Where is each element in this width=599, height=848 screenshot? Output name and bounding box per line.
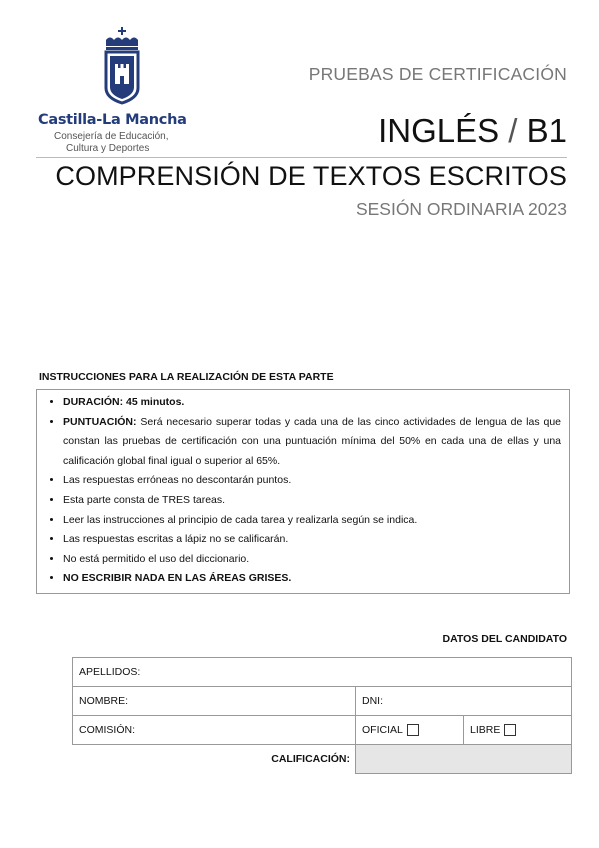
- instruction-item-bold: PUNTUACIÓN:: [63, 415, 137, 428]
- candidate-data-table: [72, 657, 572, 774]
- exam-part-title: COMPRENSIÓN DE TEXTOS ESCRITOS: [55, 161, 567, 191]
- instruction-item: [63, 530, 561, 550]
- castle-crest-icon: [100, 26, 144, 106]
- program-title: PRUEBAS DE CERTIFICACIÓN: [308, 64, 567, 84]
- instruction-item: [63, 511, 561, 531]
- first-name-field[interactable]: [72, 686, 356, 716]
- surname-label: APELLIDOS:: [79, 666, 141, 678]
- instruction-item: [63, 569, 561, 589]
- commission-label: COMISIÓN:: [79, 724, 136, 736]
- instruction-item-text: Será necesario superar todas y cada una de las cinco actividades de lengua de las que constan las pruebas de certificación con una puntuación mínima del 50% en cada una de ellas y una calificación global final igual o superior al 65%.: [63, 415, 561, 467]
- exam-language: INGLÉS: [378, 112, 500, 149]
- logo-name: Castilla-La Mancha: [38, 112, 187, 128]
- commission-field[interactable]: [72, 715, 356, 745]
- dni-field[interactable]: [355, 686, 572, 716]
- instructions-box: [36, 389, 570, 594]
- surname-field[interactable]: [72, 657, 572, 687]
- instruction-item: [63, 550, 561, 570]
- instruction-item: [63, 393, 561, 413]
- oficial-checkbox[interactable]: [407, 724, 419, 736]
- instruction-item-text: Las respuestas erróneas no descontarán puntos.: [63, 474, 292, 487]
- exam-session: SESIÓN ORDINARIA 2023: [355, 199, 567, 219]
- candidate-data-heading: DATOS DEL CANDIDATO: [442, 633, 567, 645]
- oficial-label: OFICIAL: [362, 724, 403, 736]
- language-level-separator: /: [508, 112, 518, 149]
- instruction-item-bold: DURACIÓN: 45 minutos.: [63, 396, 185, 408]
- libre-checkbox[interactable]: [504, 724, 516, 736]
- instruction-item-text: Esta parte consta de TRES tareas.: [63, 493, 226, 506]
- exam-language-level: [378, 112, 567, 150]
- exam-level: B1: [526, 112, 567, 149]
- instruction-item: [63, 413, 561, 472]
- instructions-heading: INSTRUCCIONES PARA LA REALIZACIÓN DE ESTA PARTE: [39, 371, 334, 383]
- instruction-item: [63, 471, 561, 491]
- grade-label: CALIFICACIÓN:: [271, 753, 350, 765]
- grade-grey-area: [355, 744, 572, 774]
- logo-subtitle-line2: Cultura y Deportes: [66, 143, 150, 154]
- oficial-option: [355, 715, 464, 745]
- libre-option: [463, 715, 572, 745]
- instructions-list: [45, 393, 561, 589]
- instruction-item-text: Leer las instrucciones al principio de cada tarea y realizarla según se indica.: [63, 513, 418, 526]
- header-divider: [36, 157, 567, 158]
- libre-label: LIBRE: [470, 724, 501, 736]
- logo-subtitle: [54, 131, 204, 155]
- instruction-item: [63, 491, 561, 511]
- first-name-label: NOMBRE:: [79, 695, 129, 707]
- instruction-item-text: No está permitido el uso del diccionario.: [63, 552, 250, 565]
- instruction-item-text: Las respuestas escritas a lápiz no se calificarán.: [63, 533, 289, 546]
- instruction-item-bold: NO ESCRIBIR NADA EN LAS ÁREAS GRISES.: [63, 572, 292, 585]
- logo-subtitle-line1: Consejería de Educación,: [54, 131, 169, 142]
- institution-logo: [38, 26, 208, 166]
- dni-label: DNI:: [362, 695, 383, 707]
